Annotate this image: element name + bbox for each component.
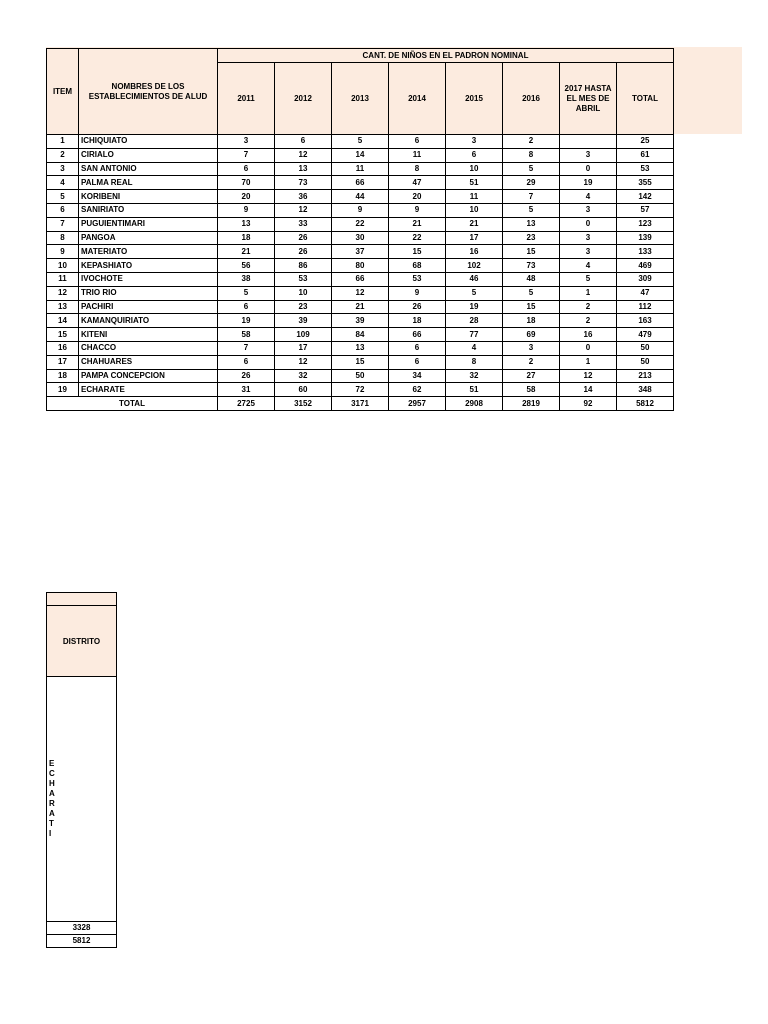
table-row	[47, 369, 674, 383]
year-count-cell: 17	[446, 231, 503, 245]
table-row	[47, 383, 674, 397]
year-count-cell: 58	[218, 328, 275, 342]
year-count-cell: 13	[332, 341, 389, 355]
summary-header-distrito: DISTRITO	[46, 605, 117, 677]
year-count-cell: 31	[218, 383, 275, 397]
year-count-cell: 12	[275, 148, 332, 162]
year-count-cell: 26	[275, 245, 332, 259]
total-cell: 3171	[332, 397, 389, 411]
row-total-cell: 139	[617, 231, 674, 245]
total-cell: 2908	[446, 397, 503, 411]
year-count-cell: 53	[275, 272, 332, 286]
year-count-cell: 11	[389, 148, 446, 162]
district-letter: I	[49, 829, 52, 838]
year-count-cell: 18	[503, 314, 560, 328]
year-count-cell: 3	[560, 148, 617, 162]
table-row	[47, 355, 674, 369]
table-row	[47, 300, 674, 314]
year-count-cell: 16	[446, 245, 503, 259]
year-count-cell: 4	[560, 259, 617, 273]
summary-district-cell	[46, 676, 117, 922]
item-number: 15	[47, 328, 79, 342]
year-count-cell: 13	[218, 217, 275, 231]
establishment-name: CHAHUARES	[79, 355, 218, 369]
year-count-cell: 33	[275, 217, 332, 231]
establishment-name: PACHIRI	[79, 300, 218, 314]
establishment-name: TRIO RIO	[79, 286, 218, 300]
header-year-2017: 2017 HASTA EL MES DE ABRIL	[560, 63, 617, 135]
year-count-cell: 32	[446, 369, 503, 383]
year-count-cell: 5	[503, 203, 560, 217]
year-count-cell: 60	[275, 383, 332, 397]
row-total-cell: 163	[617, 314, 674, 328]
year-count-cell: 51	[446, 176, 503, 190]
row-total-cell: 25	[617, 135, 674, 149]
year-count-cell: 8	[503, 148, 560, 162]
establishment-name: KITENI	[79, 328, 218, 342]
row-total-cell: 213	[617, 369, 674, 383]
item-number: 19	[47, 383, 79, 397]
total-cell: 5812	[617, 397, 674, 411]
year-count-cell: 11	[332, 162, 389, 176]
year-count-cell: 2	[503, 355, 560, 369]
item-number: 2	[47, 148, 79, 162]
year-count-cell: 6	[389, 135, 446, 149]
year-count-cell: 80	[332, 259, 389, 273]
summary-header-top	[46, 592, 117, 606]
year-count-cell: 15	[332, 355, 389, 369]
year-count-cell: 3	[503, 341, 560, 355]
year-count-cell: 26	[218, 369, 275, 383]
table-row	[47, 341, 674, 355]
table-row	[47, 176, 674, 190]
row-total-cell: 61	[617, 148, 674, 162]
district-letter: E	[49, 759, 55, 768]
year-count-cell: 66	[332, 272, 389, 286]
item-number: 16	[47, 341, 79, 355]
item-number: 14	[47, 314, 79, 328]
table-row	[47, 190, 674, 204]
year-count-cell: 30	[332, 231, 389, 245]
item-number: 10	[47, 259, 79, 273]
year-count-cell: 29	[503, 176, 560, 190]
year-count-cell: 32	[275, 369, 332, 383]
row-total-cell: 123	[617, 217, 674, 231]
district-letter: A	[49, 809, 55, 818]
summary-value: 3328	[46, 921, 117, 935]
year-count-cell: 14	[332, 148, 389, 162]
row-total-cell: 142	[617, 190, 674, 204]
row-total-cell: 47	[617, 286, 674, 300]
year-count-cell: 9	[218, 203, 275, 217]
establishment-name: MATERIATO	[79, 245, 218, 259]
header-year: 2015	[446, 63, 503, 135]
year-count-cell: 34	[389, 369, 446, 383]
year-count-cell: 19	[446, 300, 503, 314]
row-total-cell: 133	[617, 245, 674, 259]
year-count-cell: 1	[560, 355, 617, 369]
year-count-cell: 12	[275, 355, 332, 369]
row-total-cell: 53	[617, 162, 674, 176]
header-total: TOTAL	[617, 63, 674, 135]
table-row	[47, 148, 674, 162]
header-year: 2011	[218, 63, 275, 135]
year-count-cell: 17	[275, 341, 332, 355]
year-count-cell: 86	[275, 259, 332, 273]
header-item: ITEM	[47, 49, 79, 135]
year-count-cell: 102	[446, 259, 503, 273]
year-count-cell: 10	[446, 162, 503, 176]
item-number: 7	[47, 217, 79, 231]
year-count-cell: 77	[446, 328, 503, 342]
year-count-cell: 10	[446, 203, 503, 217]
year-count-cell: 9	[389, 286, 446, 300]
establishment-name: KEPASHIATO	[79, 259, 218, 273]
year-count-cell: 46	[446, 272, 503, 286]
table-row	[47, 286, 674, 300]
total-cell: 3152	[275, 397, 332, 411]
year-count-cell: 3	[560, 203, 617, 217]
year-count-cell: 12	[332, 286, 389, 300]
year-count-cell: 39	[332, 314, 389, 328]
year-count-cell	[560, 135, 617, 149]
year-count-cell: 51	[446, 383, 503, 397]
establishment-name: KAMANQUIRIATO	[79, 314, 218, 328]
table-row	[47, 217, 674, 231]
year-count-cell: 0	[560, 341, 617, 355]
year-count-cell: 36	[275, 190, 332, 204]
establishment-name: PANGOA	[79, 231, 218, 245]
summary-total: 5812	[46, 934, 117, 948]
total-label: TOTAL	[47, 397, 218, 411]
year-count-cell: 8	[446, 355, 503, 369]
year-count-cell: 3	[560, 245, 617, 259]
establishment-name: PAMPA CONCEPCION	[79, 369, 218, 383]
year-count-cell: 5	[218, 286, 275, 300]
year-count-cell: 73	[275, 176, 332, 190]
year-count-cell: 7	[503, 190, 560, 204]
year-count-cell: 73	[503, 259, 560, 273]
table-row	[47, 135, 674, 149]
year-count-cell: 18	[389, 314, 446, 328]
district-name-vertical	[49, 759, 55, 839]
year-count-cell: 21	[446, 217, 503, 231]
year-count-cell: 21	[332, 300, 389, 314]
year-count-cell: 44	[332, 190, 389, 204]
year-count-cell: 2	[560, 300, 617, 314]
table-row	[47, 245, 674, 259]
year-count-cell: 5	[503, 162, 560, 176]
item-number: 1	[47, 135, 79, 149]
table-row	[47, 328, 674, 342]
district-letter: A	[49, 789, 55, 798]
year-count-cell: 26	[275, 231, 332, 245]
item-number: 6	[47, 203, 79, 217]
header-year: 2013	[332, 63, 389, 135]
establishment-name: SANIRIATO	[79, 203, 218, 217]
item-number: 8	[47, 231, 79, 245]
year-count-cell: 38	[218, 272, 275, 286]
year-count-cell: 15	[503, 245, 560, 259]
table-row	[47, 259, 674, 273]
year-count-cell: 66	[332, 176, 389, 190]
table-row	[47, 231, 674, 245]
year-count-cell: 13	[275, 162, 332, 176]
row-total-cell: 469	[617, 259, 674, 273]
year-count-cell: 0	[560, 162, 617, 176]
header-year: 2014	[389, 63, 446, 135]
district-summary-table	[46, 592, 117, 948]
year-count-cell: 23	[275, 300, 332, 314]
padron-nominal-table	[46, 48, 674, 411]
year-count-cell: 109	[275, 328, 332, 342]
year-count-cell: 2	[503, 135, 560, 149]
year-count-cell: 5	[560, 272, 617, 286]
district-letter: R	[49, 799, 55, 808]
district-letter: H	[49, 779, 55, 788]
item-number: 3	[47, 162, 79, 176]
year-count-cell: 47	[389, 176, 446, 190]
year-count-cell: 6	[218, 162, 275, 176]
year-count-cell: 3	[560, 231, 617, 245]
table-row	[47, 314, 674, 328]
table-row	[47, 203, 674, 217]
establishment-name: CIRIALO	[79, 148, 218, 162]
year-count-cell: 23	[503, 231, 560, 245]
header-year: 2012	[275, 63, 332, 135]
row-total-cell: 355	[617, 176, 674, 190]
total-cell: 92	[560, 397, 617, 411]
year-count-cell: 9	[332, 203, 389, 217]
year-count-cell: 69	[503, 328, 560, 342]
year-count-cell: 13	[503, 217, 560, 231]
total-cell: 2819	[503, 397, 560, 411]
year-count-cell: 9	[389, 203, 446, 217]
year-count-cell: 20	[389, 190, 446, 204]
item-number: 17	[47, 355, 79, 369]
year-count-cell: 48	[503, 272, 560, 286]
year-count-cell: 4	[446, 341, 503, 355]
table-row	[47, 272, 674, 286]
header-establishment-name: NOMBRES DE LOS ESTABLECIMIENTOS DE ALUD	[79, 49, 218, 135]
row-total-cell: 57	[617, 203, 674, 217]
row-total-cell: 309	[617, 272, 674, 286]
year-count-cell: 5	[446, 286, 503, 300]
year-count-cell: 4	[560, 190, 617, 204]
establishment-name: PUGUIENTIMARI	[79, 217, 218, 231]
year-count-cell: 3	[446, 135, 503, 149]
district-letter: T	[49, 819, 54, 828]
year-count-cell: 58	[503, 383, 560, 397]
item-number: 11	[47, 272, 79, 286]
item-number: 5	[47, 190, 79, 204]
year-count-cell: 72	[332, 383, 389, 397]
establishment-name: KORIBENI	[79, 190, 218, 204]
row-total-cell: 50	[617, 341, 674, 355]
year-count-cell: 5	[332, 135, 389, 149]
year-count-cell: 62	[389, 383, 446, 397]
year-count-cell: 3	[218, 135, 275, 149]
year-count-cell: 15	[389, 245, 446, 259]
year-count-cell: 19	[560, 176, 617, 190]
year-count-cell: 6	[446, 148, 503, 162]
year-count-cell: 6	[218, 300, 275, 314]
establishment-name: IVOCHOTE	[79, 272, 218, 286]
year-count-cell: 27	[503, 369, 560, 383]
year-count-cell: 10	[275, 286, 332, 300]
establishment-name: SAN ANTONIO	[79, 162, 218, 176]
establishment-name: PALMA REAL	[79, 176, 218, 190]
year-count-cell: 28	[446, 314, 503, 328]
year-count-cell: 53	[389, 272, 446, 286]
year-count-cell: 6	[275, 135, 332, 149]
year-count-cell: 84	[332, 328, 389, 342]
row-total-cell: 112	[617, 300, 674, 314]
year-count-cell: 70	[218, 176, 275, 190]
year-count-cell: 16	[560, 328, 617, 342]
total-row	[47, 397, 674, 411]
total-cell: 2725	[218, 397, 275, 411]
row-total-cell: 479	[617, 328, 674, 342]
establishment-name: CHACCO	[79, 341, 218, 355]
header-year: 2016	[503, 63, 560, 135]
district-letter: C	[49, 769, 55, 778]
year-count-cell: 7	[218, 341, 275, 355]
item-number: 9	[47, 245, 79, 259]
item-number: 12	[47, 286, 79, 300]
year-count-cell: 0	[560, 217, 617, 231]
year-count-cell: 50	[332, 369, 389, 383]
item-number: 13	[47, 300, 79, 314]
year-count-cell: 20	[218, 190, 275, 204]
year-count-cell: 26	[389, 300, 446, 314]
establishment-name: ECHARATE	[79, 383, 218, 397]
total-cell: 2957	[389, 397, 446, 411]
year-count-cell: 18	[218, 231, 275, 245]
year-count-cell: 11	[446, 190, 503, 204]
year-count-cell: 39	[275, 314, 332, 328]
table-row	[47, 162, 674, 176]
year-count-cell: 12	[560, 369, 617, 383]
year-count-cell: 66	[389, 328, 446, 342]
year-count-cell: 6	[389, 341, 446, 355]
year-count-cell: 7	[218, 148, 275, 162]
year-count-cell: 56	[218, 259, 275, 273]
row-total-cell: 348	[617, 383, 674, 397]
year-count-cell: 2	[560, 314, 617, 328]
year-count-cell: 6	[218, 355, 275, 369]
establishment-name: ICHIQUIATO	[79, 135, 218, 149]
year-count-cell: 14	[560, 383, 617, 397]
year-count-cell: 5	[503, 286, 560, 300]
year-count-cell: 37	[332, 245, 389, 259]
year-count-cell: 22	[332, 217, 389, 231]
year-count-cell: 6	[389, 355, 446, 369]
year-count-cell: 12	[275, 203, 332, 217]
year-count-cell: 19	[218, 314, 275, 328]
row-total-cell: 50	[617, 355, 674, 369]
year-count-cell: 21	[218, 245, 275, 259]
header-group: CANT. DE NIÑOS EN EL PADRON NOMINAL	[218, 49, 674, 63]
year-count-cell: 21	[389, 217, 446, 231]
year-count-cell: 68	[389, 259, 446, 273]
year-count-cell: 1	[560, 286, 617, 300]
year-count-cell: 22	[389, 231, 446, 245]
year-count-cell: 8	[389, 162, 446, 176]
year-count-cell: 15	[503, 300, 560, 314]
item-number: 18	[47, 369, 79, 383]
item-number: 4	[47, 176, 79, 190]
